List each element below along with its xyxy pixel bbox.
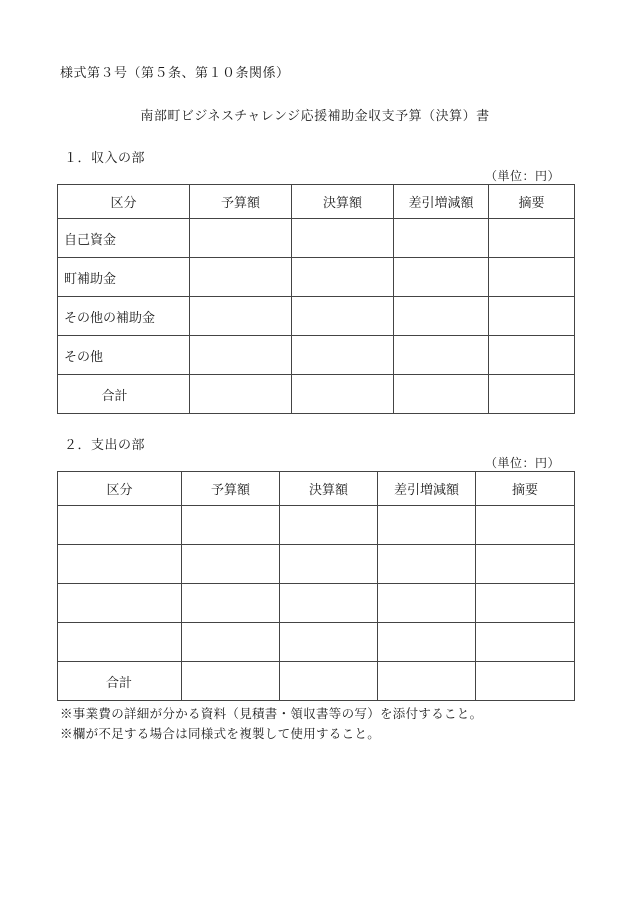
- income-total-budget[interactable]: [190, 375, 292, 414]
- income-header-row: [58, 185, 575, 219]
- income-cell-remarks[interactable]: [489, 219, 575, 258]
- income-cell-budget[interactable]: [190, 219, 292, 258]
- income-total-difference[interactable]: [394, 375, 489, 414]
- expense-cell-category[interactable]: [58, 584, 182, 623]
- expense-header-row: [58, 472, 575, 506]
- table-row: [58, 623, 575, 662]
- income-total-row: [58, 375, 575, 414]
- income-cell-difference[interactable]: [394, 297, 489, 336]
- expense-cell-settlement[interactable]: [280, 545, 378, 584]
- expense-cell-settlement[interactable]: [280, 584, 378, 623]
- income-row-label: 町補助金: [58, 258, 190, 297]
- income-cell-remarks[interactable]: [489, 258, 575, 297]
- income-cell-remarks[interactable]: [489, 336, 575, 375]
- expense-cell-settlement[interactable]: [280, 506, 378, 545]
- expense-total-row: [58, 662, 575, 701]
- income-cell-remarks[interactable]: [489, 297, 575, 336]
- income-section-heading: １．収入の部: [64, 151, 146, 166]
- expense-cell-difference[interactable]: [378, 623, 476, 662]
- income-unit-label: （単位：円）: [484, 169, 560, 183]
- expense-total-label: 合計: [58, 662, 182, 701]
- expense-unit-label: （単位：円）: [484, 456, 560, 470]
- expense-header-category: 区分: [58, 472, 182, 506]
- table-row: [58, 506, 575, 545]
- income-header-remarks: 摘要: [489, 185, 575, 219]
- income-cell-settlement[interactable]: [292, 219, 394, 258]
- expense-total-budget[interactable]: [182, 662, 280, 701]
- income-row-label: その他の補助金: [58, 297, 190, 336]
- table-row: [58, 584, 575, 623]
- expense-cell-budget[interactable]: [182, 623, 280, 662]
- table-row: [58, 258, 575, 297]
- expense-cell-settlement[interactable]: [280, 623, 378, 662]
- expense-cell-category[interactable]: [58, 506, 182, 545]
- expense-header-settlement: 決算額: [280, 472, 378, 506]
- expense-header-difference: 差引増減額: [378, 472, 476, 506]
- income-total-settlement[interactable]: [292, 375, 394, 414]
- table-row: [58, 297, 575, 336]
- expense-header-budget: 予算額: [182, 472, 280, 506]
- expense-cell-difference[interactable]: [378, 545, 476, 584]
- expense-cell-difference[interactable]: [378, 584, 476, 623]
- income-cell-budget[interactable]: [190, 297, 292, 336]
- income-row-label: その他: [58, 336, 190, 375]
- note-insufficient-rows: ※欄が不足する場合は同様式を複製して使用すること。: [60, 726, 381, 741]
- income-cell-budget[interactable]: [190, 336, 292, 375]
- income-cell-difference[interactable]: [394, 258, 489, 297]
- expense-cell-remarks[interactable]: [476, 545, 575, 584]
- income-cell-settlement[interactable]: [292, 297, 394, 336]
- table-row: [58, 219, 575, 258]
- table-row: [58, 545, 575, 584]
- expense-total-difference[interactable]: [378, 662, 476, 701]
- income-table: [57, 184, 575, 414]
- income-header-difference: 差引増減額: [394, 185, 489, 219]
- document-title: 南部町ビジネスチャレンジ応援補助金収支予算（決算）書: [140, 109, 490, 124]
- expense-total-settlement[interactable]: [280, 662, 378, 701]
- expense-cell-budget[interactable]: [182, 506, 280, 545]
- expense-table: [57, 471, 575, 701]
- expense-cell-remarks[interactable]: [476, 506, 575, 545]
- expense-section-heading: ２．支出の部: [64, 438, 146, 453]
- expense-cell-budget[interactable]: [182, 584, 280, 623]
- form-number: 様式第３号（第５条、第１０条関係）: [60, 66, 290, 81]
- income-header-category: 区分: [58, 185, 190, 219]
- income-total-remarks[interactable]: [489, 375, 575, 414]
- note-attachments: ※事業費の詳細が分かる資料（見積書・領収書等の写）を添付すること。: [60, 706, 483, 721]
- income-cell-settlement[interactable]: [292, 336, 394, 375]
- income-cell-settlement[interactable]: [292, 258, 394, 297]
- income-cell-budget[interactable]: [190, 258, 292, 297]
- expense-header-remarks: 摘要: [476, 472, 575, 506]
- income-total-label: 合計: [58, 375, 190, 414]
- expense-cell-budget[interactable]: [182, 545, 280, 584]
- expense-cell-remarks[interactable]: [476, 584, 575, 623]
- expense-cell-difference[interactable]: [378, 506, 476, 545]
- table-row: [58, 336, 575, 375]
- income-cell-difference[interactable]: [394, 219, 489, 258]
- expense-cell-remarks[interactable]: [476, 623, 575, 662]
- income-cell-difference[interactable]: [394, 336, 489, 375]
- expense-cell-category[interactable]: [58, 545, 182, 584]
- income-row-label: 自己資金: [58, 219, 190, 258]
- income-header-settlement: 決算額: [292, 185, 394, 219]
- expense-total-remarks[interactable]: [476, 662, 575, 701]
- income-header-budget: 予算額: [190, 185, 292, 219]
- expense-cell-category[interactable]: [58, 623, 182, 662]
